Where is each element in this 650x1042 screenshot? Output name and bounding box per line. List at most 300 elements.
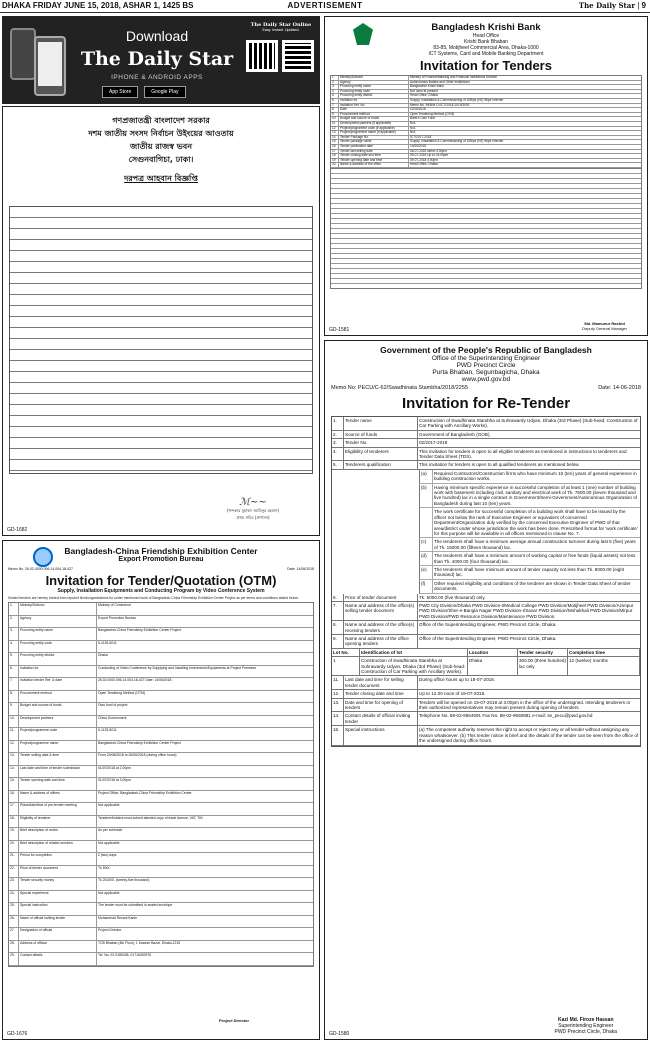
row-number: 21. <box>9 853 19 865</box>
qr-code-icon <box>246 40 278 72</box>
row-value: From 24/06/2018 to 26/06/2018 (during office hours) <box>98 753 177 758</box>
row-number: 11. <box>332 676 344 689</box>
pwd-circle: PWD Precinct Circle <box>456 362 516 369</box>
row-value: Not applicable <box>98 840 120 845</box>
lot-header-cell: Tender security <box>518 649 568 656</box>
row-number: 2. <box>9 616 19 628</box>
table-row <box>9 816 313 829</box>
row-label: Tender No. <box>344 439 418 446</box>
sub-row <box>419 538 640 552</box>
table-row <box>332 448 640 462</box>
row-number: 3. <box>332 439 344 446</box>
row-value: Tk 500/- <box>98 865 111 870</box>
row-number: 8. <box>332 621 344 634</box>
table-row <box>9 641 313 654</box>
row-value: 01/07/2018 at 3.00pm <box>98 778 131 783</box>
row-number: 14. <box>332 712 344 725</box>
row-value: 01/07/2018 at 2.00pm <box>98 765 131 770</box>
pwd-tender-notice <box>324 340 648 1040</box>
row-label: Special instruction <box>19 903 97 915</box>
table-row <box>332 712 640 726</box>
mini-masthead <box>246 22 316 32</box>
row-number: 15 <box>331 140 339 144</box>
row-number: 9. <box>332 635 344 648</box>
bn-gov: গণপ্রজাতন্ত্রী বাংলাদেশ সরকার <box>112 116 210 125</box>
row-label: Brief description of related services <box>19 841 97 853</box>
row-value: Project Office, Bangladesh-China Friendship Exhibition Center <box>98 790 192 795</box>
table-row <box>9 941 313 954</box>
row-number: 28. <box>9 941 19 953</box>
sub-text: The work certificate for successful completion of a building work shall have to be issued by the officer not below the rank of Executive Engineer or equivalent of concerned Department/Organization duly verified by the concerned Executive Engineer of PWD of that area/district under whose jurisdiction the work has been done. Prescribed format for 'work certificate' for this purpose will be available in all offices mentioned in clause No. 7. <box>432 508 640 537</box>
ex-signature: Project Director <box>218 1018 249 1023</box>
row-label: Name & address of the office <box>339 163 409 167</box>
row-label: Invitation for <box>19 666 97 678</box>
row-number: 4. <box>9 641 19 653</box>
lot-row <box>332 657 640 676</box>
table-row <box>9 766 313 779</box>
row-number: 18 <box>331 154 339 158</box>
row-value: Not applicable <box>98 890 120 895</box>
table-row <box>9 741 313 754</box>
section-title: ADVERTISEMENT <box>287 1 363 10</box>
table-row <box>9 841 313 854</box>
row-label: Name and address of the office opening tenders <box>344 635 418 648</box>
bkb-sign-name: Md. Mamunur Rashid <box>584 321 625 326</box>
table-row <box>332 699 640 713</box>
row-value: This invitation for tenders is open to all eligible tenderers as mentioned in instructions to tenderers and Tender Data Sheet (TDS). <box>419 448 627 460</box>
row-value: Office of the Superintending Engineer, PWD Precinct Circle, Dhaka. <box>419 622 557 628</box>
row-label: Designation of official <box>19 928 97 940</box>
row-value: During office hours up to 18-07-2018. <box>419 677 496 683</box>
sub-text: The tenderers shall have minimum amount of tender capacity not less than Tk. 8000.00 (eight thousand) lac. <box>432 566 640 579</box>
row-value: Bank's Own Fund <box>410 116 436 121</box>
row-number: 4 <box>331 90 339 94</box>
row-value: N/A <box>410 120 416 125</box>
row-label: Date <box>339 108 409 112</box>
table-row <box>9 753 313 766</box>
row-label: Price of tender document <box>344 594 418 601</box>
sub-row <box>419 552 640 566</box>
row-label: Address of official <box>19 941 97 953</box>
table-row <box>9 866 313 879</box>
sub-letter: (f) <box>421 580 426 586</box>
row-label: Tender publication date <box>339 145 409 149</box>
row-number: 16. <box>9 791 19 803</box>
ex-subheading: Supply, Installation Equipments and Conducting Program by Video Conference System <box>57 588 265 594</box>
row-value: 09-07-2018 Up to 01:00pm <box>410 153 449 158</box>
row-number: 24. <box>9 891 19 903</box>
row-value: 02/2017-2018 <box>419 440 448 446</box>
pwd-addr: Purta Bhaban, Segunbagicha, Dhaka <box>432 369 540 376</box>
row-value: Bangladesh-China Friendship Exhibition Center Project <box>98 740 181 745</box>
lot-header-cell: Identification of lot <box>360 649 468 656</box>
row-label: Budget and source of funds <box>339 117 409 121</box>
lot-header-cell: Lot No. <box>332 649 360 656</box>
ex-title2: Export Promotion Bureau <box>118 556 204 563</box>
row-label: Place/date/time of pre-tender meeting <box>19 803 97 815</box>
row-value: Office of the Superintending Engineer, PWD Precinct Circle, Dhaka. <box>419 636 557 641</box>
row-number: 8 <box>331 108 339 112</box>
table-row <box>9 791 313 804</box>
row-value: 26.02.0000.006.14.004.18-427 Date: 14/06/2018 <box>98 678 172 683</box>
table-row <box>9 878 313 891</box>
table-row <box>9 628 313 641</box>
ex-memo: Memo No. 26.02.0000.006.14.004.18-427 <box>8 567 73 571</box>
row-number: 13 <box>331 131 339 135</box>
row-label: Ministry/Division <box>19 603 97 615</box>
ad-code: GD-1581 <box>329 327 350 333</box>
lot-cell: Construction of Swadhinata Stambha at Suhrawardy Udyan, Dhaka (3rd Phase) (Sub-head: Construction of Car Parking with Ancillary Works). <box>360 657 468 675</box>
ex-date: Date: 14/06/2018 <box>287 567 314 571</box>
sub-letter: (a) <box>421 470 427 476</box>
row-label: Project/programme code (if applicable) <box>339 127 409 131</box>
row-number: 6. <box>332 594 344 601</box>
row-number: 12. <box>9 741 19 753</box>
sub-text: Other required eligibility and conditions of the tenderer are shown in Tender Data Sheet of tender documents. <box>432 580 640 593</box>
pwd-date: Date: 14-06-2018 <box>598 385 641 391</box>
page-header <box>0 0 650 13</box>
ad-code: GD-1580 <box>329 1031 350 1037</box>
masthead-name: The Daily Star <box>578 1 636 10</box>
ad-platform: IPHONE & ANDROID APPS <box>111 74 203 81</box>
row-value: Telephone No. 88-02-9554691 Fax No. 88-02-9550881 e-mail: se_pecu@pwd.gov.bd <box>419 713 593 719</box>
sub-letter <box>420 508 432 537</box>
bkb-bank: Bangladesh Krishi Bank <box>431 22 541 33</box>
pwd-memo: Memo No: PECU/C-62/Swadhinata Stambha/2018/2255 <box>331 385 468 391</box>
row-label: Last date and time of tender submission <box>19 766 97 778</box>
row-label: Tender Package No. <box>339 136 409 140</box>
table-row <box>332 676 640 690</box>
sub-row <box>419 508 640 538</box>
table-row <box>332 439 640 447</box>
row-number: 1 <box>331 76 339 80</box>
row-value: Bangladesh Krishi Bank <box>410 84 444 89</box>
row-number: 12 <box>331 127 339 131</box>
mini-paper: The Daily Star Online <box>250 22 312 28</box>
row-number: 11 <box>331 122 339 126</box>
bkb-signature <box>582 321 627 331</box>
row-value: As per schedule <box>98 828 123 833</box>
row-label: Special experience <box>19 891 97 903</box>
ad-code: GD-1682 <box>7 527 28 533</box>
row-number: 7. <box>9 678 19 690</box>
row-label: Project/programme name <box>19 741 97 753</box>
row-value: Dhaka <box>98 653 108 658</box>
row-value: ICT/2017-2018 <box>410 134 432 139</box>
ex-memo-line <box>8 567 314 571</box>
ex-title1: Bangladesh-China Friendship Exhibition Center <box>64 546 258 556</box>
ad-paper: The Daily Star <box>80 48 234 70</box>
lot-cell: Dhaka <box>468 657 518 675</box>
table-row <box>332 417 640 431</box>
row-label: Agency <box>339 81 409 85</box>
row-value: Tel. No. 02-9189438, 01716052976 <box>98 953 152 958</box>
row-label: Agency <box>19 616 97 628</box>
table-row <box>9 653 313 666</box>
row-value: Tenders will be opened on 19-07-2018 at 3.00pm in the office of the undersigned. Intending tenderers or their authorized representatives may remain present during opening of tenders. <box>419 699 631 711</box>
row-number: 9 <box>331 113 339 117</box>
row-label: Eligibility of tenderers <box>344 448 418 461</box>
sub-text: Having minimum specific experience in successful completion of at least 1 (one) number of building work with basement including civil, sanitary and electrical work of Tk. 7500.00 (seven thousand and five hundred) lac in a single contract in Government/Semi-Government/Autonomous Organization of Bangladesh during last 10 (ten) years. <box>432 484 640 508</box>
row-value: Tenderer/bidders must submit attested copy of trade license, VAT, TIN <box>98 815 203 820</box>
signature-scribble: ℳ~~ <box>239 497 267 508</box>
row-number: 9. <box>9 703 19 715</box>
table-row <box>9 778 313 791</box>
row-value: (a) The competent authority reserves the right to accept or reject any or all tender without assigning any reason whatsoever. (b) This tender notice is brief and the details of the tender can be seen from the office of the undersigned during office hours. <box>419 727 639 744</box>
row-number: 2 <box>331 81 339 85</box>
row-value: Autonomous Bodies and Other Institutions <box>410 79 470 84</box>
table-row <box>332 461 640 469</box>
table-row <box>331 163 641 168</box>
sub-row <box>419 484 640 509</box>
row-number: 8. <box>9 691 19 703</box>
row-label: Procuring entity name <box>19 628 97 640</box>
row-label: Invitation Ref. No. <box>339 104 409 108</box>
row-number: 13. <box>332 699 344 712</box>
row-label: Source of funds <box>344 431 418 438</box>
row-value: Head Office, Dhaka <box>410 162 438 167</box>
bn-signature <box>193 497 313 522</box>
page-folio: The Daily Star | 9 <box>578 1 646 10</box>
table-row <box>9 803 313 816</box>
row-label: Invitation tender Ref. & date <box>19 678 97 690</box>
ex-logo-icon <box>33 547 53 567</box>
table-row <box>9 891 313 904</box>
table-row <box>9 953 313 966</box>
row-number: 16 <box>331 145 339 149</box>
table-row <box>9 691 313 704</box>
row-number: 14. <box>9 766 19 778</box>
page-number: 9 <box>641 1 646 10</box>
lot-cell: 300.00 (three hundred) lac only <box>518 657 568 675</box>
row-value: Project Director <box>98 928 122 933</box>
row-value: Up to 12.00 noon of 19-07-2018. <box>419 691 486 697</box>
row-value: TCB Bhaban (4th Floor), 1 Kawran Bazar, Dhaka-1215 <box>98 940 181 945</box>
row-number: 14 <box>331 136 339 140</box>
row-value: Construction of Swadhinata Stambha at Suhrawardy Udyan, Dhaka (3rd Phase) (Sub-head: Construction of Car Parking with Ancillary Works). <box>419 418 638 429</box>
pwd-sign-desig: Superintending Engineer <box>558 1023 614 1029</box>
app-store-button[interactable]: App Store <box>102 86 138 98</box>
table-row <box>9 678 313 691</box>
row-value: Ministry of Finance/Banking and Financial Institutions Division <box>410 75 498 79</box>
row-value: The tender must be submitted in sealed envelope <box>98 903 173 908</box>
sub-text: Required Contractors/Construction firms who have minimum 10 (ten) years of general experience in building construction works. <box>432 470 640 483</box>
qr-codes <box>246 40 314 72</box>
ex-heading: Invitation for Tender/Quotation (OTM) <box>45 573 277 588</box>
table-row <box>9 716 313 729</box>
bkb-sign-desig: Deputy General Manager <box>582 326 627 331</box>
row-value: Head Office, Dhaka <box>410 93 438 98</box>
row-value: This invitation for tenders is open to all qualified tenderers as mentioned below. <box>419 462 580 468</box>
row-number: 19 <box>331 159 339 163</box>
row-number: 10 <box>331 117 339 121</box>
ad-code: GD-1676 <box>7 1031 28 1037</box>
row-label: Tender package name <box>339 140 409 144</box>
qr-code-icon <box>282 40 314 72</box>
bkb-table-continued <box>330 169 642 289</box>
row-value: 5-1125-5011 <box>98 640 117 645</box>
row-value: Not used at present <box>410 88 438 93</box>
row-number: 15. <box>9 778 19 790</box>
row-label: Special instructions <box>344 726 418 744</box>
row-number: 7 <box>331 104 339 108</box>
page-dateline: DHAKA FRIDAY JUNE 15, 2018, ASHAR 1, 1425 BS <box>2 1 194 10</box>
row-value: N/A <box>410 130 416 135</box>
table-row <box>9 603 313 616</box>
table-row <box>332 431 640 439</box>
row-label: Tender closing date and time <box>344 690 418 697</box>
sub-letter: (d) <box>421 553 427 559</box>
table-row <box>332 726 640 745</box>
row-label: Procuring entity code <box>19 641 97 653</box>
row-label: Tender opening date and time <box>19 778 97 790</box>
pwd-heading: Invitation for Re-Tender <box>401 395 571 412</box>
row-number: 4. <box>332 448 344 461</box>
row-value: 11/06/2018 <box>410 107 426 112</box>
row-number: 2. <box>332 431 344 438</box>
exhibition-tender-notice <box>2 540 320 1040</box>
row-value: 08-07-2018 within 4:00pm <box>410 148 447 153</box>
table-row <box>332 635 640 649</box>
lot-header <box>332 649 640 657</box>
row-value: 09-07-2018 4:00pm <box>410 157 438 162</box>
row-value: Tk. 5000.00 (five thousand) only. <box>419 594 486 600</box>
table-row <box>332 594 640 602</box>
row-value: Memo No. BKB/H.O./ICT/2018-2019/3091 <box>410 102 470 107</box>
row-value: Export Promotion Bureau <box>98 615 137 620</box>
row-label: Project/programme code <box>19 728 97 740</box>
lot-cell: 12 (twelve) months <box>568 657 640 675</box>
lot-cell: 1 <box>332 657 360 675</box>
row-value: Tk 25,000/- (twenty-five thousand) <box>98 878 150 883</box>
ex-table <box>8 602 314 967</box>
pwd-signature <box>554 1017 617 1035</box>
row-value: Supply, Installation & Commissioning of 1Mbps (H/I) Wipe Internet <box>410 97 504 102</box>
row-label: Project/programme name (if applicable) <box>339 131 409 135</box>
row-label: Price of tender document <box>19 866 97 878</box>
bn-sign-desig: প্রথম সচিব (প্রশাসন) <box>236 515 270 520</box>
bn-title: দরপত্র আহবান বিজ্ঞপ্তি <box>124 174 198 183</box>
row-label: Development partners (if applicable) <box>339 122 409 126</box>
row-label: Invitation for <box>339 99 409 103</box>
row-number: 17. <box>9 803 19 815</box>
row-number: 17 <box>331 150 339 154</box>
row-number: 6 <box>331 99 339 103</box>
row-number: 29. <box>9 953 19 965</box>
row-value: Open Tendering Method (OTM) <box>410 111 455 116</box>
sub-letter: (e) <box>421 566 427 572</box>
bangla-tender-notice <box>2 106 320 536</box>
row-number: 18. <box>9 816 19 828</box>
row-value: 2 (two) days <box>98 853 117 858</box>
row-label: Procuring entity code <box>339 90 409 94</box>
pwd-table <box>331 416 641 747</box>
row-number: 3. <box>9 628 19 640</box>
row-label: Development partners <box>19 716 97 728</box>
table-row <box>9 828 313 841</box>
row-value: N/A <box>410 125 416 130</box>
row-label: Ministry/Division <box>339 76 409 80</box>
bkb-addr: 83-85, Motijheel Commercial Area, Dhaka-1000 <box>433 45 539 51</box>
row-value: PWD City Division/Dhaka PWD Division-I/Medical College PWD Division/Motijheel PWD Division/Azimpur PWD Division/Sher-e-Bangla Nagar PWD Division-I/Savar PWD Division/Mohakhali PWD Division/Mirpur PWD Division/PWD Resource Division/Maintenance PWD Division. <box>419 602 634 619</box>
row-value: Not applicable <box>98 803 120 808</box>
pwd-memo-line <box>331 385 641 391</box>
pwd-web: www.pwd.gov.bd <box>461 376 511 383</box>
table-row <box>9 703 313 716</box>
ex-intro: Sealed tenders are hereby invited from reputed firms/organizations for under mentioned work of Bangladesh-China Friendship Exhibition Center Project as per terms and conditions stated below: <box>8 596 299 600</box>
sub-text: The tenderers shall have a minimum average annual construction turnover during last 5 (five) years of Tk. 15000.00 (fifteen thousand) lac. <box>432 538 640 551</box>
table-row <box>9 916 313 929</box>
row-value: Conducting of Video Conference by Supplying and Installing Instruments/Equipments at Project Premises <box>98 665 257 670</box>
row-number: 3 <box>331 85 339 89</box>
row-number: 6. <box>9 666 19 678</box>
row-number: 15. <box>332 726 344 744</box>
mini-tagline: Easy. Instant. Updated. <box>262 28 300 32</box>
phones-image <box>10 24 70 100</box>
row-label: Brief description of works <box>19 828 97 840</box>
row-value: 14/06/2018 <box>410 143 426 148</box>
sub-letter: (c) <box>421 539 427 545</box>
pwd-gov: Government of the People's Republic of Bangladesh <box>380 345 592 355</box>
row-label: Last date and time for selling tender document <box>344 676 418 689</box>
row-label: Contact details of official inviting tender <box>344 712 418 725</box>
bn-wing: দশম জাতীয় সংসদ নির্বাচন উইংয়ের আওতায় <box>88 129 234 138</box>
bkb-tender-notice <box>324 16 648 336</box>
row-label: Name and address of the office(s) receiving tenders <box>344 621 418 634</box>
row-value: Ministry of Commerce <box>98 603 131 608</box>
row-number: 20 <box>331 163 339 167</box>
bkb-div: ICT Systems, Card and Mobile Banking Department <box>428 51 544 57</box>
row-number: 13. <box>9 753 19 765</box>
lot-header-cell: Location <box>468 649 518 656</box>
pwd-office: Office of the Superintending Engineer <box>431 355 541 362</box>
row-label: Tender name <box>344 417 418 430</box>
row-value: Government of Bangladesh (GOB). <box>419 431 491 437</box>
app-download-ad <box>2 16 320 104</box>
table-row <box>332 602 640 621</box>
row-number: 12. <box>332 690 344 697</box>
row-value: Mohammad Rezaul Karim <box>98 915 138 920</box>
row-number: 23. <box>9 878 19 890</box>
sub-row <box>419 580 640 594</box>
bkb-office: Head Office <box>472 33 500 39</box>
row-number: 22. <box>9 866 19 878</box>
row-label: Procuring entity district <box>339 94 409 98</box>
row-label: Procuring entity name <box>339 85 409 89</box>
row-label: Procuring entity district <box>19 653 97 665</box>
row-label: Eligibility of tenderer <box>19 816 97 828</box>
bn-sign-name: (খন্দকার মুহাম্মদ আমিনুর রহমান) <box>226 508 280 513</box>
row-label: Tender closing date and time <box>339 154 409 158</box>
table-row <box>9 616 313 629</box>
row-number: 1. <box>332 417 344 430</box>
table-row <box>9 853 313 866</box>
sub-row <box>419 566 640 580</box>
google-play-button[interactable]: Google Play <box>144 86 185 98</box>
row-label: Date and time for opening of tenders <box>344 699 418 712</box>
pwd-sign-circle: PWD Precinct Circle, Dhaka <box>554 1029 617 1035</box>
sub-text: The tenderers shall have a minimum amount of working capital or free funds (liquid assets) not less than Tk. 4000.00 (four thousand) lac. <box>432 552 640 565</box>
pwd-sign-name: Kazi Md. Firoze Hassan <box>557 1017 614 1023</box>
row-number: 19. <box>9 828 19 840</box>
row-number: 5. <box>332 461 344 468</box>
sub-row <box>419 470 640 484</box>
table-row <box>9 666 313 679</box>
row-number: 5 <box>331 94 339 98</box>
bn-bhaban: জাতীয় রাজস্ব ভবন <box>130 142 192 151</box>
row-number: 10. <box>9 716 19 728</box>
row-number: 1. <box>9 603 19 615</box>
